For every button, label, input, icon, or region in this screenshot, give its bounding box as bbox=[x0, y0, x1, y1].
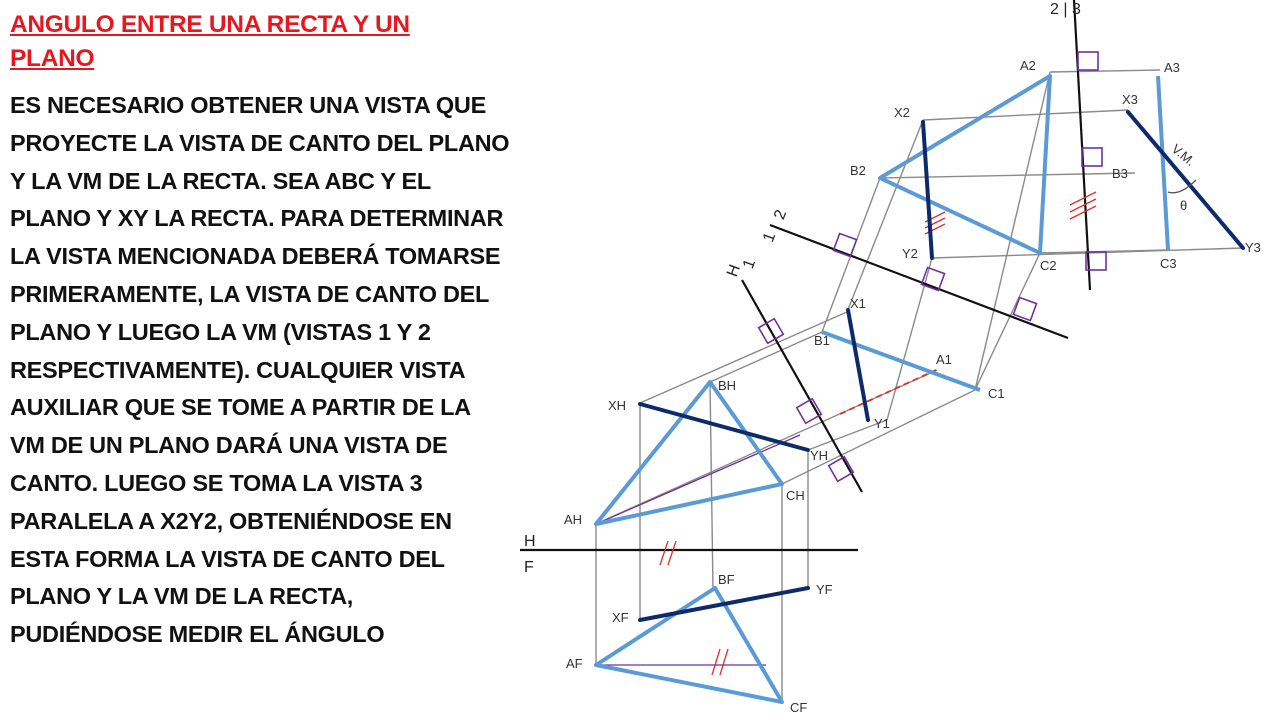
label-y2: Y2 bbox=[902, 246, 918, 261]
label-a1: A1 bbox=[936, 352, 952, 367]
label-b3: B3 bbox=[1112, 166, 1128, 181]
label-ref-2-3: 2 | 3 bbox=[1050, 1, 1081, 18]
fold-line-h-1 bbox=[742, 280, 862, 492]
label-cf: CF bbox=[790, 700, 808, 715]
line-view-f bbox=[640, 588, 808, 620]
label-c1: C1 bbox=[988, 386, 1005, 401]
line-view-1 bbox=[848, 310, 868, 420]
label-y3: Y3 bbox=[1245, 240, 1261, 255]
label-c3: C3 bbox=[1160, 256, 1177, 271]
label-xh: XH bbox=[608, 398, 627, 413]
label-bh: BH bbox=[718, 378, 737, 393]
fold-line-2-3 bbox=[1074, 0, 1090, 290]
label-theta: θ bbox=[1180, 198, 1188, 213]
label-a2: A2 bbox=[1020, 58, 1036, 73]
descriptive-geometry-diagram bbox=[515, 0, 1280, 720]
label-ch: CH bbox=[786, 488, 805, 503]
label-ref-2-1-b: 1 bbox=[760, 230, 780, 245]
plane-view-3-edge bbox=[1158, 76, 1168, 250]
label-xf: XF bbox=[612, 610, 629, 625]
label-y1: Y1 bbox=[874, 416, 890, 431]
fold-line-2-1 bbox=[770, 225, 1068, 338]
label-yf: YF bbox=[816, 582, 833, 597]
label-b1: B1 bbox=[814, 333, 830, 348]
label-ref-2-1-a: 2 bbox=[771, 207, 791, 222]
plane-view-1-edge bbox=[822, 332, 980, 390]
plane-view-2 bbox=[880, 76, 1050, 253]
label-b2: B2 bbox=[850, 163, 866, 178]
label-bf: BF bbox=[718, 572, 735, 587]
fold-lines bbox=[520, 0, 1090, 550]
label-vm: V.M. bbox=[1168, 141, 1199, 169]
projection-lines bbox=[596, 70, 1243, 700]
plane-abc bbox=[596, 76, 1168, 702]
line-view-3 bbox=[1128, 112, 1243, 248]
text-panel bbox=[0, 0, 515, 720]
plane-view-f bbox=[596, 588, 782, 702]
plane-trace-h bbox=[596, 435, 800, 524]
label-a3: A3 bbox=[1164, 60, 1180, 75]
label-ref-h-1-b: 1 bbox=[740, 256, 760, 272]
label-ah: AH bbox=[564, 512, 583, 527]
label-ref-h-1-a: H bbox=[724, 262, 744, 280]
line-view-2 bbox=[923, 122, 932, 258]
slide-body-text: ES NECESARIO OBTENER UNA VISTA QUE PROYECTE LA VISTA DE CANTO DEL PLANO Y LA VM DE LA RECTA. SEA ABC Y EL PLANO Y XY LA RECTA. PARA DETERMINAR LA VISTA MENCIONADA DEBERÁ TOMARSE PRIMERAMENTE, LA VISTA DE CANTO DEL PLANO Y LUEGO LA VM (VISTAS 1 Y 2 RESPECTIVAMENTE). CUALQUIER VISTA AUXILIAR QUE SE TOME A PARTIR DE LA VM DE UN PLANO DARÁ UNA VISTA DE CANTO. LUEGO SE TOMA LA VISTA 3 PARALELA A X2Y2, OBTENIÉNDOSE EN ESTA FORMA LA VISTA DE CANTO DEL PLANO Y LA VM DE LA RECTA, PUDIÉNDOSE MEDIR EL ÁNGULO bbox=[10, 92, 510, 648]
line-view-h bbox=[640, 404, 808, 450]
label-yh: YH bbox=[810, 448, 829, 463]
label-x3: X3 bbox=[1122, 92, 1138, 107]
label-ref-f: F bbox=[524, 559, 534, 576]
label-af: AF bbox=[566, 656, 583, 671]
label-c2: C2 bbox=[1040, 258, 1057, 273]
label-x1: X1 bbox=[850, 296, 866, 311]
label-ref-h: H bbox=[524, 533, 536, 550]
label-x2: X2 bbox=[894, 105, 910, 120]
diagram-svg bbox=[515, 0, 1280, 720]
slide-title: ANGULO ENTRE UNA RECTA Y UN PLANO bbox=[10, 11, 410, 72]
